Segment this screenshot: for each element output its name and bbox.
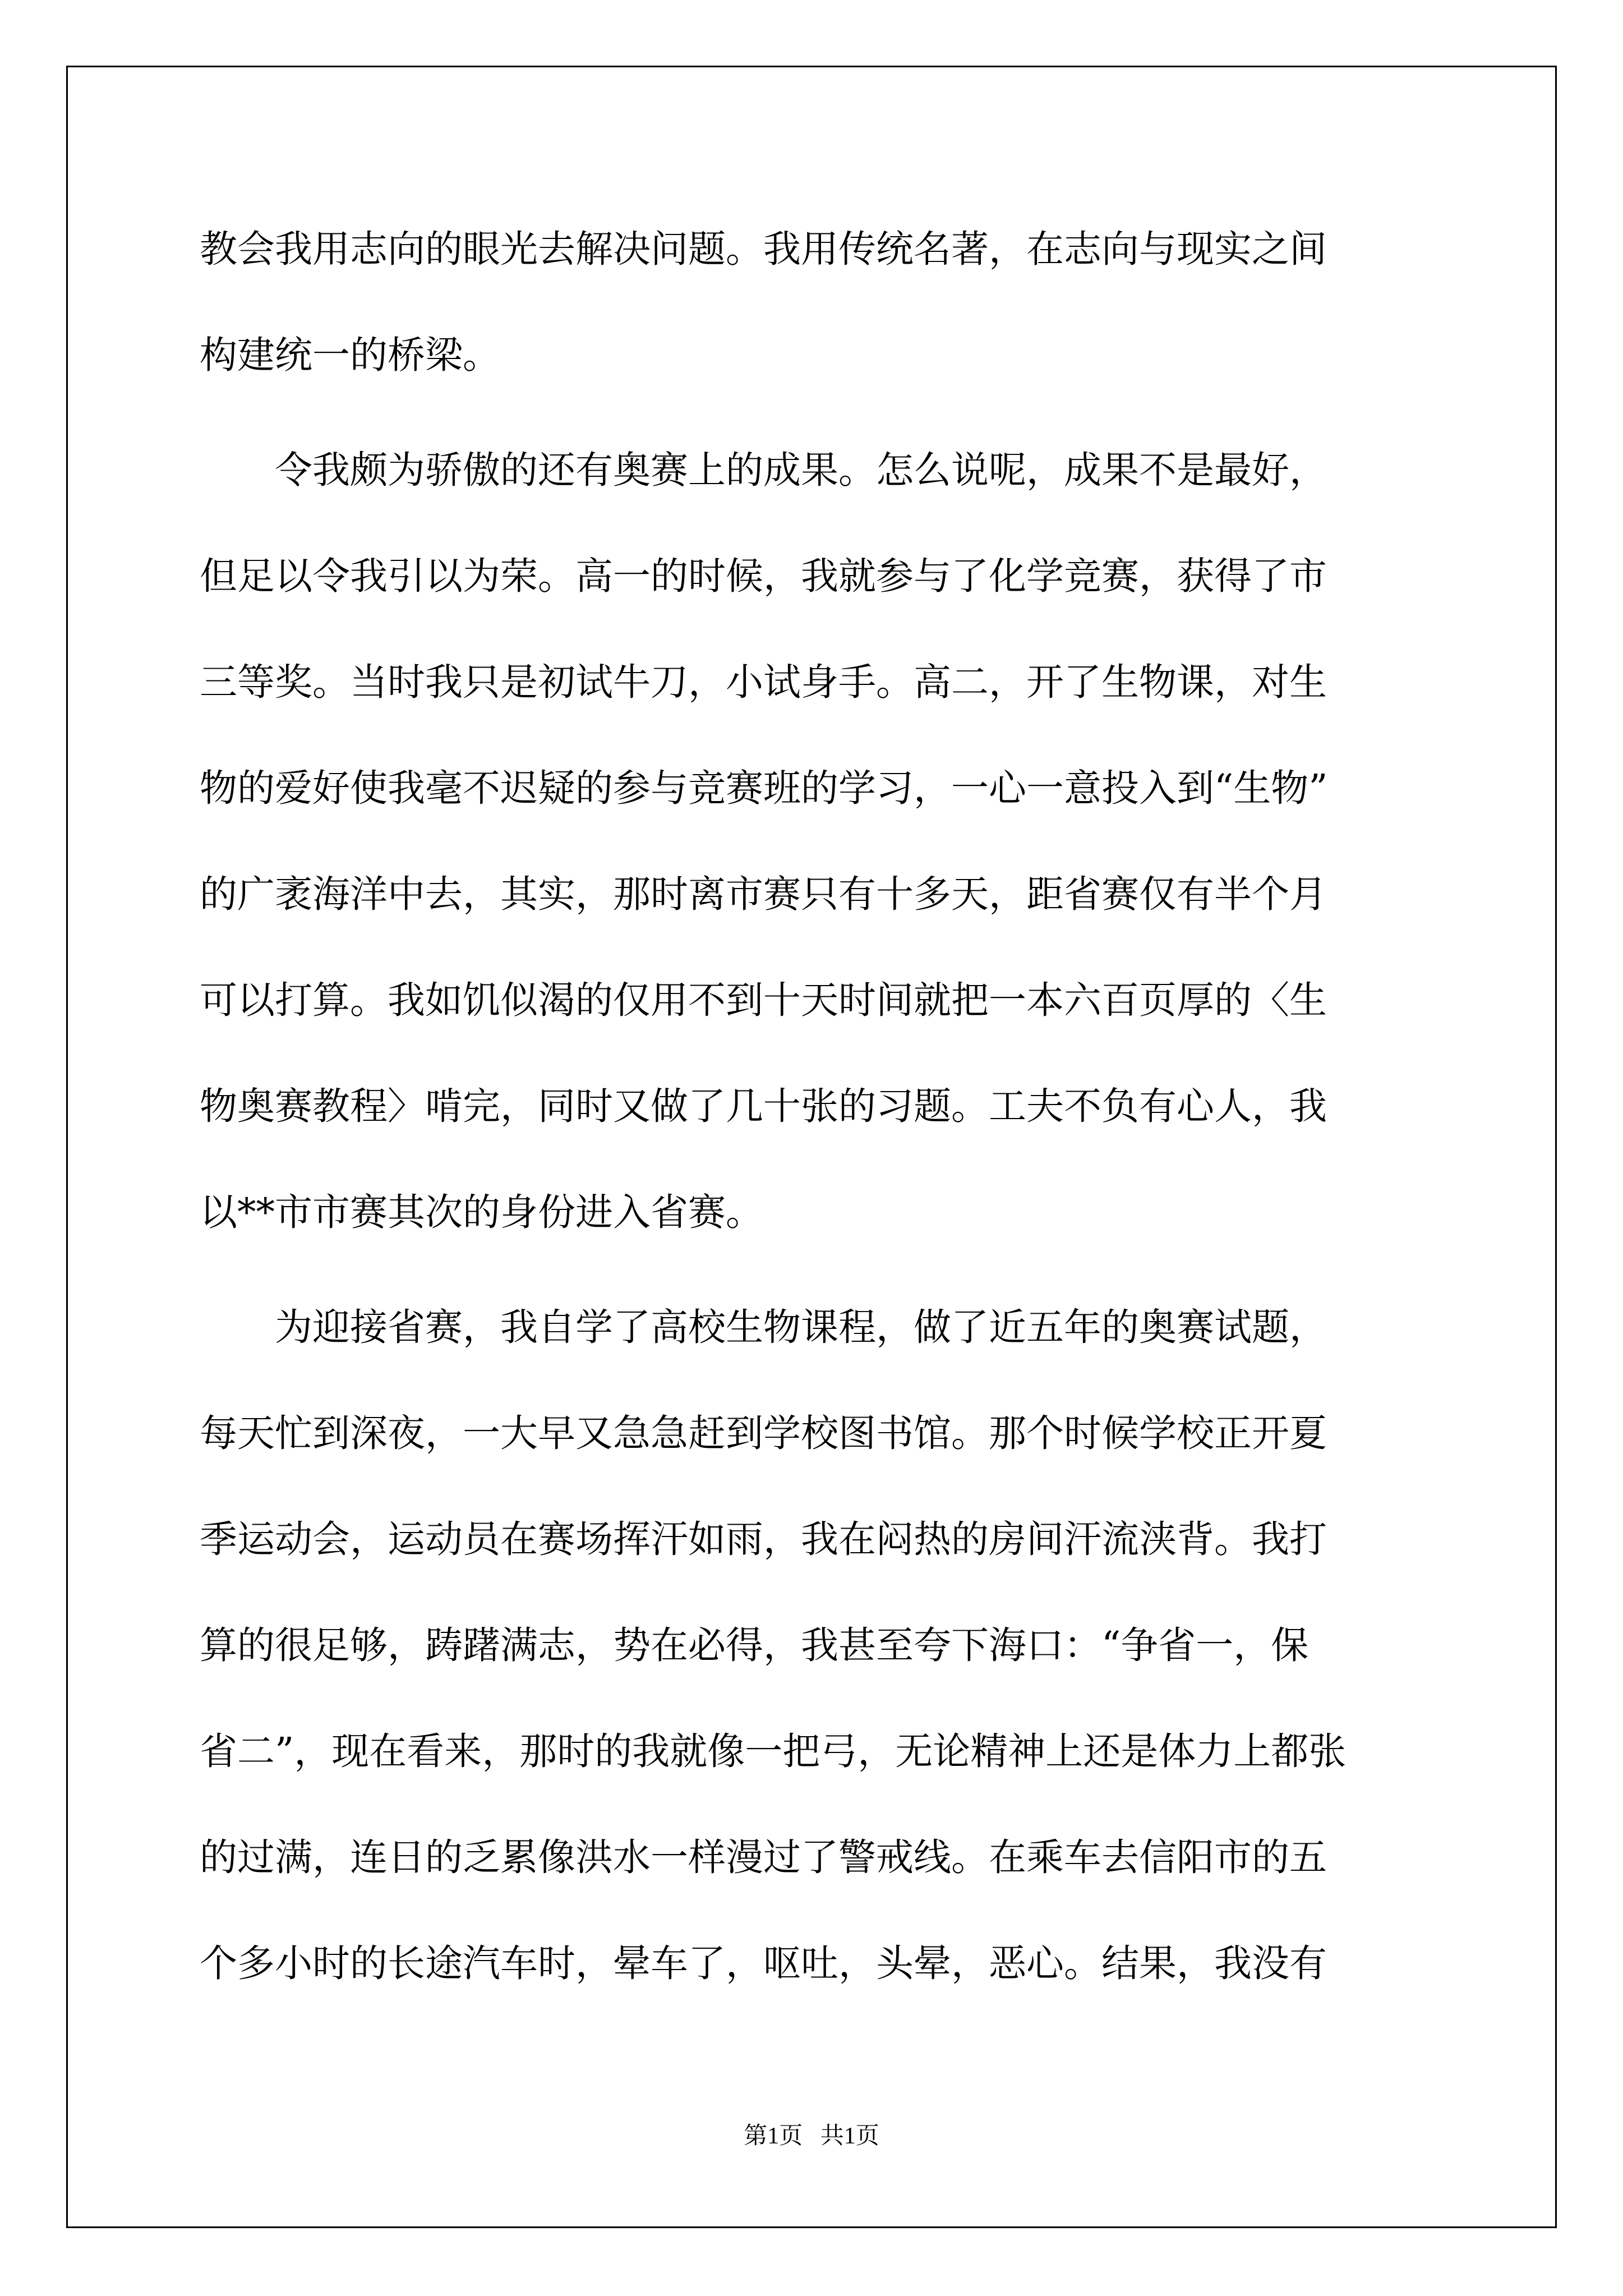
text-line: 令我颇为骄傲的还有奥赛上的成果。怎么说呢，成果不是最好， xyxy=(275,448,1327,492)
text-line: 算的很足够，踌躇满志，势在必得，我甚至夸下海口：“争省一，保 xyxy=(200,1623,1309,1667)
text-line: 以**市市赛其次的身份进入省赛。 xyxy=(200,1190,763,1234)
text-line: 季运动会，运动员在赛场挥汗如雨，我在闷热的房间汗流浃背。我打 xyxy=(200,1517,1327,1561)
text-line: 为迎接省赛，我自学了高校生物课程，做了近五年的奥赛试题， xyxy=(275,1305,1327,1349)
text-line: 每天忙到深夜，一大早又急急赶到学校图书馆。那个时候学校正开夏 xyxy=(200,1411,1327,1455)
text-line: 物的爱好使我毫不迟疑的参与竞赛班的学习，一心一意投入到“生物” xyxy=(200,766,1328,810)
text-line: 个多小时的长途汽车时，晕车了，呕吐，头晕，恶心。结果，我没有 xyxy=(200,1941,1327,1985)
text-line: 可以打算。我如饥似渴的仅用不到十天时间就把一本六百页厚的〈生 xyxy=(200,978,1327,1022)
text-line: 三等奖。当时我只是初试牛刀，小试身手。高二，开了生物课，对生 xyxy=(200,660,1327,704)
text-line: 物奥赛教程〉啃完，同时又做了几十张的习题。工夫不负有心人，我 xyxy=(200,1084,1327,1128)
text-line: 的广袤海洋中去，其实，那时离市赛只有十多天，距省赛仅有半个月 xyxy=(200,872,1327,916)
text-line: 构建统一的桥梁。 xyxy=(200,333,500,377)
text-line: 省二”，现在看来，那时的我就像一把弓，无论精神上还是体力上都张 xyxy=(200,1729,1347,1773)
text-line: 的过满，连日的乏累像洪水一样漫过了警戒线。在乘车去信阳市的五 xyxy=(200,1835,1327,1879)
document-body xyxy=(200,196,1436,2017)
text-line: 但足以令我引以为荣。高一的时候，我就参与了化学竞赛，获得了市 xyxy=(200,554,1327,598)
page-number-footer: 第1页 共1页 xyxy=(744,2123,879,2149)
text-line: 教会我用志向的眼光去解决问题。我用传统名著，在志向与现实之间 xyxy=(200,227,1327,271)
